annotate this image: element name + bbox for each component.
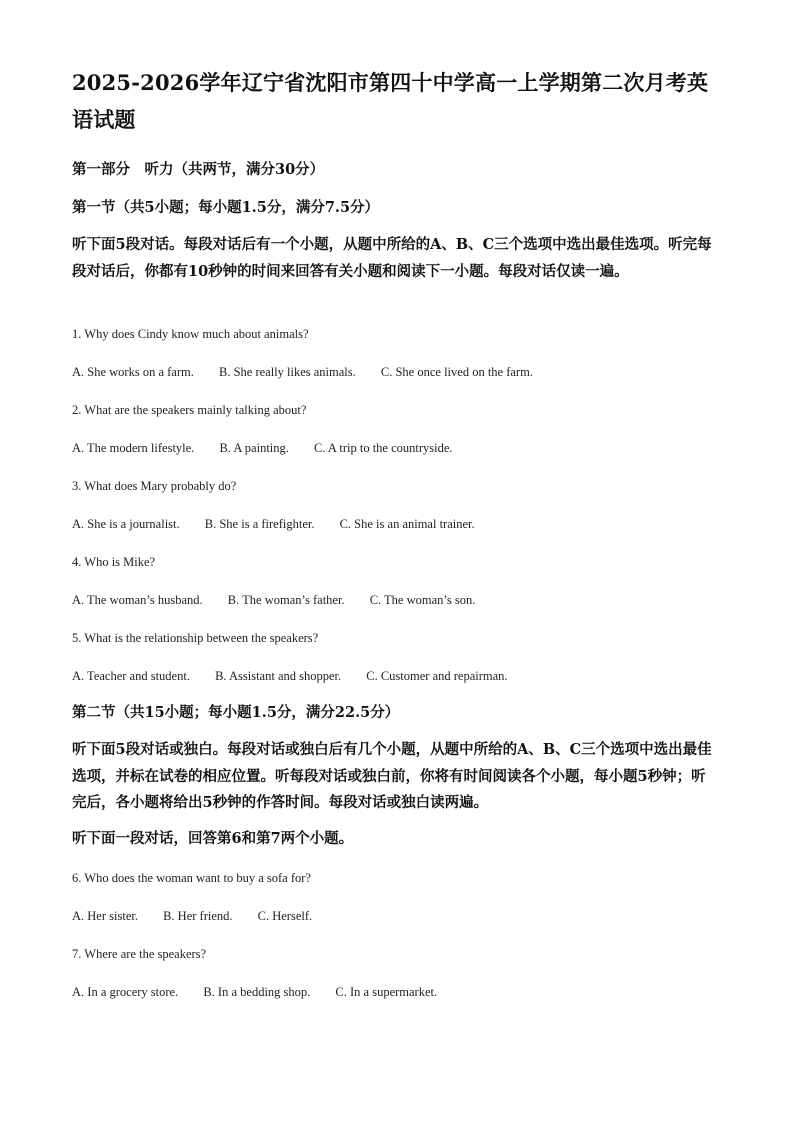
option-b: B. She really likes animals.: [218, 365, 356, 379]
option-b: B. A painting.: [219, 441, 289, 455]
option-c: C. Herself.: [257, 909, 313, 923]
option-c: C. The woman’s son.: [369, 593, 476, 607]
section1-heading: 第一节（共5小题；每小题1.5分，满分7.5分）: [72, 199, 380, 216]
option-b: B. She is a firefighter.: [204, 517, 315, 531]
question-7: 7. Where are the speakers?: [72, 947, 207, 961]
question-5-options: [72, 667, 530, 685]
option-a: A. The modern lifestyle.: [72, 441, 195, 455]
section2-heading: 第二节（共15小题；每小题1.5分，满分22.5分）: [72, 704, 400, 721]
dialog-note: 听下面一段对话，回答第6和第7两个小题。: [72, 830, 354, 847]
option-c: C. A trip to the countryside.: [314, 441, 453, 455]
question-2-options: [72, 439, 475, 457]
part1-heading: 第一部分 听力（共两节，满分30分）: [72, 161, 325, 178]
option-c: C. Customer and repairman.: [366, 669, 508, 683]
option-c: C. She is an animal trainer.: [339, 517, 475, 531]
option-b: B. Her friend.: [163, 909, 233, 923]
option-a: A. Her sister.: [72, 909, 138, 923]
option-b: B. In a bedding shop.: [203, 985, 311, 999]
question-4-options: [72, 591, 497, 609]
exam-title: 2025-2026学年辽宁省沈阳市第四十中学高一上学期第二次月考英语试题: [72, 70, 709, 132]
question-1: 1. Why does Cindy know much about animals?: [72, 327, 309, 341]
question-6: 6. Who does the woman want to buy a sofa for?: [72, 871, 311, 885]
option-c: C. She once lived on the farm.: [380, 365, 533, 379]
option-b: B. The woman’s father.: [227, 593, 345, 607]
question-6-options: [72, 907, 334, 925]
section2-instructions: 听下面5段对话或独白。每段对话或独白后有几个小题，从题中所给的A、B、C三个选项中选出最佳选项，并标在试卷的相应位置。听每段对话或独白前，你将有时间阅读各个小题，每小题5秒钟；听完后，各小题将给出5秒钟的作答时间。每段对话或独白读两遍。: [72, 741, 712, 811]
question-7-options: [72, 983, 459, 1001]
option-a: A. Teacher and student.: [72, 669, 190, 683]
question-1-options: [72, 363, 555, 381]
question-2: 2. What are the speakers mainly talking about?: [72, 403, 307, 417]
question-5: 5. What is the relationship between the speakers?: [72, 631, 319, 645]
question-3-options: [72, 515, 497, 533]
option-c: C. In a supermarket.: [335, 985, 438, 999]
section1-instructions: 听下面5段对话。每段对话后有一个小题，从题中所给的A、B、C三个选项中选出最佳选项。听完每段对话后，你都有10秒钟的时间来回答有关小题和阅读下一小题。每段对话仅读一遍。: [72, 236, 712, 280]
question-3: 3. What does Mary probably do?: [72, 479, 237, 493]
option-a: A. She works on a farm.: [72, 365, 194, 379]
option-a: A. In a grocery store.: [72, 985, 179, 999]
question-4: 4. Who is Mike?: [72, 555, 156, 569]
option-a: A. She is a journalist.: [72, 517, 180, 531]
option-a: A. The woman’s husband.: [72, 593, 203, 607]
option-b: B. Assistant and shopper.: [215, 669, 342, 683]
